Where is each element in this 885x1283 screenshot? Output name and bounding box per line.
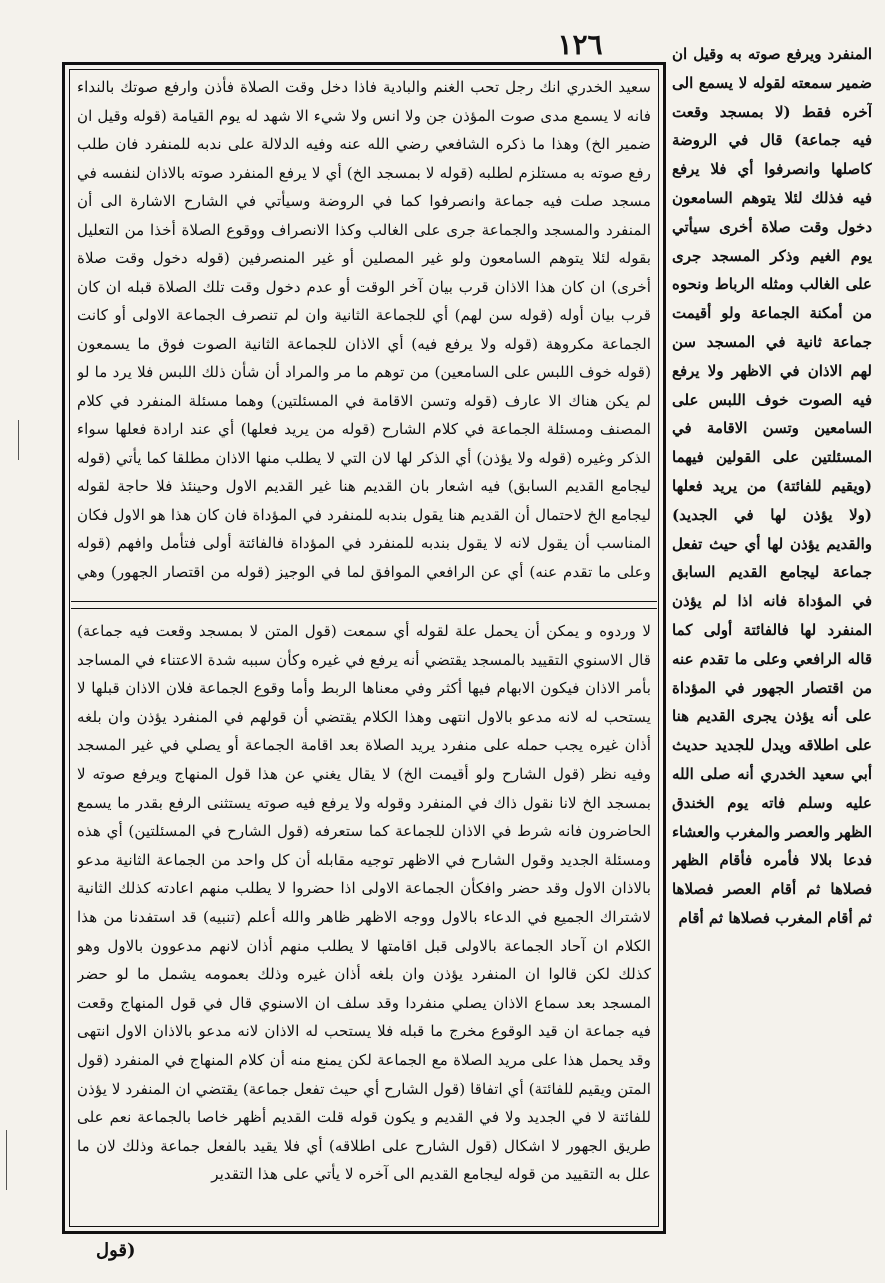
- section-divider: [71, 601, 657, 609]
- commentary-frame: [62, 62, 666, 1234]
- hashiya-top-block: [77, 73, 651, 591]
- scan-edge-mark: [6, 1130, 7, 1190]
- hashiya-top-text: سعيد الخدري انك رجل تحب الغنم والبادية فاذا دخل وقت الصلاة فأذن وارفع صوتك بالنداء فانه لا يسمع مدى صوت المؤذن جن ولا انس ولا شيء الا شهد له يوم القيامة (قوله وقيل ان ضمير الخ) وهذا ما ذكره الشافعي رضي الله عنه وفيه الدلالة على ندبه للمنفرد فان طلب رفع صوته به مستلزم لطلبه (قوله لا بمسجد الخ) أي لا يرفع المنفرد صوته بالاذان لنفسه في مسجد صلت فيه جماعة وانصرفوا كما في الروضة وسيأتي في الشارح الاشارة الى أن المنفرد والمسجد والجماعة جرى على الغالب وكذا الانصراف ووقوع الصلاة أخذا من التعليل بقوله لئلا يتوهم السامعون ولو غير المصلين أو غير المنصرفين (قوله دخول وقت صلاة أخرى) ان كان هذا الاذان قرب بيان آخر الوقت أو عدم دخول وقت تلك الصلاة قبله ان كان قرب بيان أوله (قوله سن لهم) أي للجماعة الثانية وان لم تنصرف الجماعة الاولى أو كانت الجماعة مكروهة (قوله ولا يرفع فيه) أي الاذان للجماعة الثانية الصوت فوق ما يسمعون (قوله خوف اللبس على السامعين) من توهم ما مر والمراد أن شأن ذلك اللبس فلا يرد ما لو لم يكن هناك الا عارف (قوله وتسن الاقامة في المسئلتين) وهما مسئلة المنفرد في كلام المصنف ومسئلة الجماعة في كلام الشارح (قوله من يريد فعلها) أي عند ارادة فعلها سواء الذكر وغيره (قوله ولا يؤذن) أي الذكر لها لان التي لا يطلب منها الاذان مطلقا كما يأتي (قوله ليجامع القديم السابق) فيه اشعار بان القديم هنا غير القديم الاول وحينئذ فلا حاجة لقوله ليجامع الخ لاحتمال أن القديم هنا يقول بندبه للمنفرد في المؤداة فان كان هذا هو الاول فكان المناسب أن يقول لانه لا يقول بندبه للمنفرد في المؤداة فالفائتة أولى فتأمل وافهم (قوله وعلى ما تقدم عنه) أي عن الرافعي الموافق لما في الوجيز (قوله من اقتصار الجهور) وهي: [77, 78, 651, 581]
- hashiya-bottom-text: لا وردوه و يمكن أن يحمل علة لقوله أي سمعت (قول المتن لا بمسجد وقعت فيه جماعة) قال الاسنوي التقييد بالمسجد يقتضي أنه يرفع في غيره وكأن سببه شدة الاعتناء في المساجد بأمر الاذان فيكون الابهام فيها أكثر وفي معناها الربط وأما وقوع الجماعة فلان الاذان قبلها لا يستحب له لانه مدعو بالاول انتهى وهذا الكلام يقتضي أن قولهم في المنفرد يؤذن وان بلغه أذان غيره يجب حمله على منفرد يريد الصلاة بعد اقامة الجماعة أو يصلي في غير المسجد وفيه نظر (قول الشارح ولو أقيمت الخ) لا يقال يغني عن هذا قول المنهاج ويرفع صوته لا بمسجد الخ لانا نقول ذاك في المنفرد وقوله ولا يرفع فيه صوته يستثنى الرفع بقدر ما يسمع الحاضرون فانه شرط في الاذان للجماعة كما ستعرفه (قول الشارح في المسئلتين) أي هذه ومسئلة الجديد وقول الشارح في الاظهر توجيه مقابله أن كل واحد من الجماعة الثانية مدعو بالاذان الاول وقد حضر وافكأن الجماعة الاولى اذا حضروا لا يطلب منهم اعادته كذلك الثانية لاشتراك الجميع في الدعاء بالاول ووجه الاظهر ظاهر والله أعلم (تنبيه) قد استفدنا من هذا الكلام ان آحاد الجماعة بالاولى قبل اقامتها لا يطلب منهم أذان لانهم مدعوون بالاول وهو كذلك لكن قالوا ان المنفرد يؤذن وان بلغه أذان غيره وذلك بعمومه يشمل ما لو حضر المسجد بعد سماع الاذان يصلي منفردا وقد سلف ان الاسنوي قال في قول المنهاج وقعت فيه جماعة ان قيد الوقوع مخرج ما قبله فلا يستحب له الاذان لانه مدعو بالاذان الاول انتهى وقد يحمل هذا على مريد الصلاة مع الجماعة لكن يمنع منه أن كلام المنهاج في المنفرد (قول المتن ويقيم للفائتة) أي اتفاقا (قول الشارح أي حيث تفعل جماعة) يقتضي ان المنفرد لا يؤذن للفائتة لا في الجديد ولا في القديم و يكون قوله قلت القديم أظهر خاصا بالجماعة نعم على طريق الجهور لا اشكال (قول الشارح على اطلاقه) أي فلا يقيد بالفعل جماعة وذلك لان ما علل به التقييد من قوله ليجامع القديم الى آخره لا يأتي على هذا التقدير: [77, 622, 651, 1184]
- margin-commentary-column: [672, 40, 872, 1255]
- page-number: ١٢٦: [557, 28, 603, 61]
- catchword: (قول: [96, 1240, 136, 1261]
- scan-edge-mark: [18, 420, 19, 460]
- hashiya-bottom-block: [77, 617, 651, 1225]
- margin-text: المنفرد ويرفع صوته به وقيل ان ضمير سمعته لقوله لا يسمع الى آخره فقط (لا بمسجد وقعت فيه جماعة) قال في الروضة كاصلها وانصرفوا أي فلا يرفع فيه فذلك لئلا يتوهم السامعون دخول وقت صلاة أخرى سيأتي يوم الغيم وذكر المسجد جرى على الغالب ومثله الرباط ونحوه من أمكنة الجماعة ولو أقيمت جماعة ثانية في المسجد سن لهم الاذان في الاظهر ولا يرفع فيه الصوت خوف اللبس على السامعين وتسن الاقامة في المسئلتين على القولين فيهما (ويقيم للفائتة) من يريد فعلها (ولا يؤذن لها في الجديد) والقديم يؤذن لها أي حيث تفعل جماعة ليجامع القديم السابق في المؤداة فانه اذا لم يؤذن المنفرد لها فالفائتة أولى كما قاله الرافعي وعلى ما تقدم عنه من اقتصار الجهور في المؤداة على أنه يؤذن يجرى القديم هنا على اطلاقه ويدل للجديد حديث أبي سعيد الخدري أنه صلى الله عليه وسلم فاته يوم الخندق الظهر والعصر والمغرب والعشاء فدعا بلالا فأمره فأقام الظهر فصلاها ثم أقام العصر فصلاها ثم أقام المغرب فصلاها ثم أقام: [672, 45, 872, 927]
